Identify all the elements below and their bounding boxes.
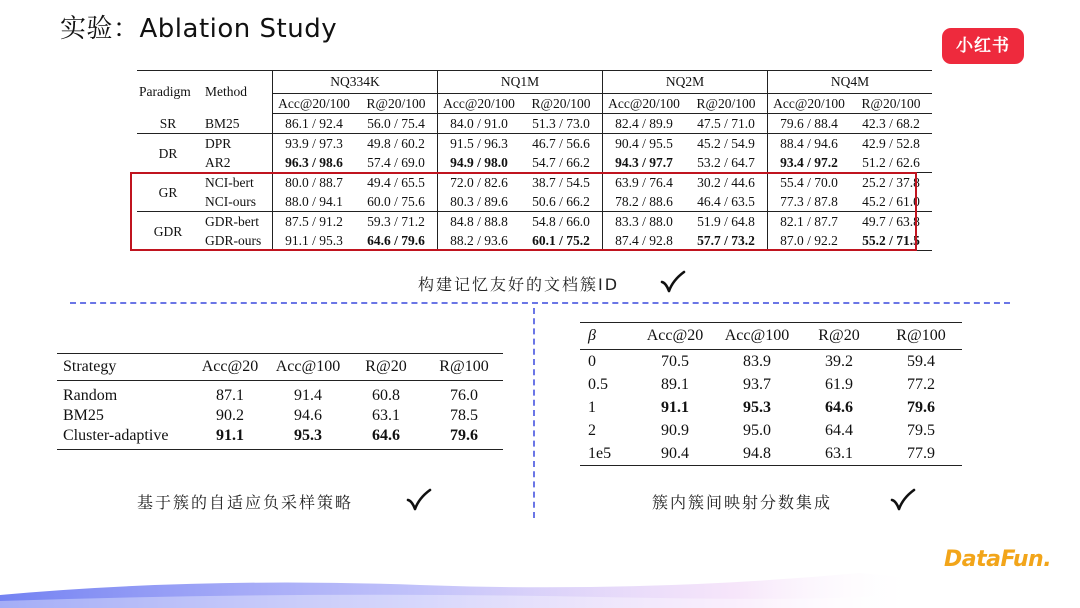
best-value: 94.3 / 97.7 <box>615 155 673 170</box>
beta-cell: 1e5 <box>580 442 634 466</box>
value-cell: 79.6 / 88.4 <box>768 114 851 134</box>
value-cell: 57.4 / 69.0 <box>355 153 438 173</box>
value-cell: 50.6 / 66.2 <box>520 192 603 212</box>
value-cell: 94.8 <box>716 442 798 466</box>
header-beta: β <box>580 323 634 350</box>
header-metric-acc: Acc@20/100 <box>273 94 356 114</box>
header-dataset-nq334k: NQ334K <box>273 71 438 94</box>
value-cell: 90.4 / 95.5 <box>603 134 686 154</box>
value-cell: 91.1 / 95.3 <box>273 231 356 251</box>
best-value: 60.1 / 75.2 <box>532 233 590 248</box>
table-row <box>580 373 962 396</box>
header-acc100: Acc@100 <box>269 354 347 381</box>
value-cell: 63.9 / 76.4 <box>603 173 686 193</box>
value-cell: 80.0 / 88.7 <box>273 173 356 193</box>
value-cell: 90.2 <box>216 407 244 424</box>
datafun-logo: DataFun. <box>944 547 1052 572</box>
value-cell: 54.8 / 66.0 <box>532 214 590 229</box>
value-cell: 94.6 <box>294 407 322 424</box>
value-cell: 77.2 <box>907 376 935 393</box>
table-row <box>137 153 932 173</box>
value-cell <box>273 153 356 173</box>
value-cell <box>438 153 521 173</box>
value-cell: 78.5 <box>450 407 478 424</box>
value-cell <box>798 396 880 419</box>
header-method: Method <box>199 71 273 114</box>
value-cell: 61.9 <box>825 376 853 393</box>
value-cell: 77.3 / 87.8 <box>768 192 851 212</box>
value-cell: 72.0 / 82.6 <box>438 173 521 193</box>
value-cell: 78.2 / 88.6 <box>603 192 686 212</box>
value-cell: 88.0 / 94.1 <box>273 192 356 212</box>
value-cell <box>880 396 962 419</box>
value-cell: 93.7 <box>743 376 771 393</box>
strategy-cell: BM25 <box>63 407 104 424</box>
strategy-table-caption: 基于簇的自适应负采样策略 <box>137 493 354 512</box>
value-cell: 84.8 / 88.8 <box>438 212 521 232</box>
paradigm-cell: SR <box>137 114 199 134</box>
value-cell: 59.4 <box>907 353 935 370</box>
value-cell: 86.1 / 92.4 <box>273 114 356 134</box>
best-value: 96.3 / 98.6 <box>285 155 343 170</box>
value-cell: 87.0 / 92.2 <box>768 231 851 251</box>
strategy-cell: Cluster-adaptive <box>57 426 191 450</box>
beta-table-caption: 簇内簇间映射分数集成 <box>652 493 833 512</box>
header-dataset-nq1m: NQ1M <box>438 71 603 94</box>
best-value: 95.3 <box>294 427 322 444</box>
value-cell: 76.0 <box>450 387 478 404</box>
best-value: 64.6 <box>372 427 400 444</box>
value-cell: 89.1 <box>661 376 689 393</box>
value-cell: 51.3 / 73.0 <box>520 114 603 134</box>
value-cell: 70.5 <box>661 353 689 370</box>
value-cell: 87.5 / 91.2 <box>273 212 356 232</box>
value-cell: 49.4 / 65.5 <box>367 175 425 190</box>
paradigm-cell: DR <box>137 134 199 173</box>
table-row <box>57 426 503 450</box>
table-row <box>57 406 503 426</box>
header-metric-acc: Acc@20/100 <box>603 94 686 114</box>
value-cell: 90.4 <box>634 442 716 466</box>
highlight-box <box>130 172 917 251</box>
value-cell: 93.9 / 97.3 <box>273 134 356 154</box>
value-cell: 45.2 / 54.9 <box>697 136 755 151</box>
beta-cell: 0.5 <box>588 376 608 393</box>
strategy-table <box>57 353 503 450</box>
value-cell: 87.1 <box>216 387 244 404</box>
value-cell <box>768 153 851 173</box>
best-value: 79.6 <box>907 399 935 416</box>
value-cell <box>716 396 798 419</box>
beta-cell: 0 <box>588 353 596 370</box>
beta-table <box>580 322 962 466</box>
value-cell: 45.2 / 61.0 <box>850 192 932 212</box>
value-cell: 59.3 / 71.2 <box>367 214 425 229</box>
beta-cell: 1 <box>588 399 596 416</box>
value-cell <box>269 426 347 450</box>
header-r20: R@20 <box>798 323 880 350</box>
header-metric-acc: Acc@20/100 <box>438 94 521 114</box>
value-cell: 55.4 / 70.0 <box>768 173 851 193</box>
footer-wave <box>0 555 1080 608</box>
value-cell: 63.1 <box>372 407 400 424</box>
table-row <box>137 114 932 134</box>
value-cell: 90.9 <box>661 422 689 439</box>
value-cell: 42.3 / 68.2 <box>850 114 932 134</box>
method-cell: NCI-bert <box>205 175 254 190</box>
table-row <box>57 381 503 407</box>
header-acc20: Acc@20 <box>191 354 269 381</box>
method-cell: NCI-ours <box>199 192 273 212</box>
value-cell: 88.4 / 94.6 <box>768 134 851 154</box>
header-acc20: Acc@20 <box>634 323 716 350</box>
vertical-divider <box>533 308 535 518</box>
header-metric-recall: R@20/100 <box>520 94 603 114</box>
value-cell: 84.0 / 91.0 <box>438 114 521 134</box>
header-paradigm: Paradigm <box>137 71 199 114</box>
header-metric-recall: R@20/100 <box>685 94 768 114</box>
value-cell: 56.0 / 75.4 <box>355 114 438 134</box>
value-cell: 63.1 <box>798 442 880 466</box>
table-row <box>580 396 962 419</box>
value-cell: 80.3 / 89.6 <box>438 192 521 212</box>
value-cell: 53.2 / 64.7 <box>685 153 768 173</box>
beta-cell: 2 <box>588 422 596 439</box>
value-cell: 82.1 / 87.7 <box>768 212 851 232</box>
value-cell: 39.2 <box>825 353 853 370</box>
best-value: 64.6 / 79.6 <box>367 233 425 248</box>
best-value: 91.1 <box>216 427 244 444</box>
header-metric-acc: Acc@20/100 <box>768 94 851 114</box>
value-cell: 49.7 / 63.8 <box>862 214 920 229</box>
value-cell: 42.9 / 52.8 <box>862 136 920 151</box>
value-cell: 64.4 <box>825 422 853 439</box>
method-cell: DPR <box>205 136 232 151</box>
best-value: 91.1 <box>661 399 689 416</box>
value-cell: 95.0 <box>743 422 771 439</box>
value-cell: 83.9 <box>743 353 771 370</box>
table-row <box>580 419 962 442</box>
best-value: 57.7 / 73.2 <box>697 233 755 248</box>
value-cell: 82.4 / 89.9 <box>603 114 686 134</box>
value-cell: 54.7 / 66.2 <box>520 153 603 173</box>
value-cell <box>191 426 269 450</box>
main-table-caption: 构建记忆友好的文档簇ID <box>418 275 620 294</box>
value-cell: 60.8 <box>372 387 400 404</box>
header-r100: R@100 <box>880 323 962 350</box>
best-value: 79.6 <box>450 427 478 444</box>
value-cell: 47.5 / 71.0 <box>685 114 768 134</box>
best-value: 64.6 <box>825 399 853 416</box>
best-value: 94.9 / 98.0 <box>450 155 508 170</box>
value-cell: 25.2 / 37.8 <box>862 175 920 190</box>
value-cell: 46.7 / 56.6 <box>532 136 590 151</box>
check-icon <box>660 270 686 294</box>
value-cell: 91.4 <box>294 387 322 404</box>
paradigm-cell: GR <box>137 173 199 212</box>
value-cell: 60.0 / 75.6 <box>355 192 438 212</box>
method-cell: GDR-ours <box>199 231 273 251</box>
table-row <box>580 442 962 466</box>
header-metric-recall: R@20/100 <box>355 94 438 114</box>
value-cell: 51.2 / 62.6 <box>850 153 932 173</box>
value-cell: 46.4 / 63.5 <box>685 192 768 212</box>
value-cell: 38.7 / 54.5 <box>532 175 590 190</box>
value-cell: 87.4 / 92.8 <box>603 231 686 251</box>
best-value: 95.3 <box>743 399 771 416</box>
value-cell: 51.9 / 64.8 <box>697 214 755 229</box>
header-r20: R@20 <box>347 354 425 381</box>
check-icon <box>890 488 916 512</box>
best-value: 55.2 / 71.5 <box>862 233 920 248</box>
method-cell: AR2 <box>199 153 273 173</box>
header-r100: R@100 <box>425 354 503 381</box>
value-cell: 30.2 / 44.6 <box>697 175 755 190</box>
value-cell <box>347 426 425 450</box>
horizontal-divider <box>70 302 1010 304</box>
value-cell: 91.5 / 96.3 <box>438 134 521 154</box>
header-dataset-nq2m: NQ2M <box>603 71 768 94</box>
table-row <box>137 134 932 154</box>
value-cell: 79.5 <box>907 422 935 439</box>
method-cell: GDR-bert <box>205 214 259 229</box>
value-cell: 77.9 <box>880 442 962 466</box>
strategy-cell: Random <box>63 387 118 404</box>
table-row <box>580 350 962 374</box>
slide-title: 实验：Ablation Study <box>60 14 338 44</box>
best-value: 93.4 / 97.2 <box>780 155 838 170</box>
header-dataset-nq4m: NQ4M <box>768 71 933 94</box>
header-strategy: Strategy <box>57 354 191 381</box>
header-metric-recall: R@20/100 <box>850 94 932 114</box>
value-cell: 83.3 / 88.0 <box>603 212 686 232</box>
header-acc100: Acc@100 <box>716 323 798 350</box>
value-cell <box>603 153 686 173</box>
check-icon <box>406 488 432 512</box>
value-cell <box>634 396 716 419</box>
value-cell: 88.2 / 93.6 <box>438 231 521 251</box>
value-cell <box>425 426 503 450</box>
method-cell: BM25 <box>199 114 273 134</box>
brand-logo: 小红书 <box>942 28 1024 64</box>
value-cell: 49.8 / 60.2 <box>367 136 425 151</box>
paradigm-cell: GDR <box>137 212 199 251</box>
